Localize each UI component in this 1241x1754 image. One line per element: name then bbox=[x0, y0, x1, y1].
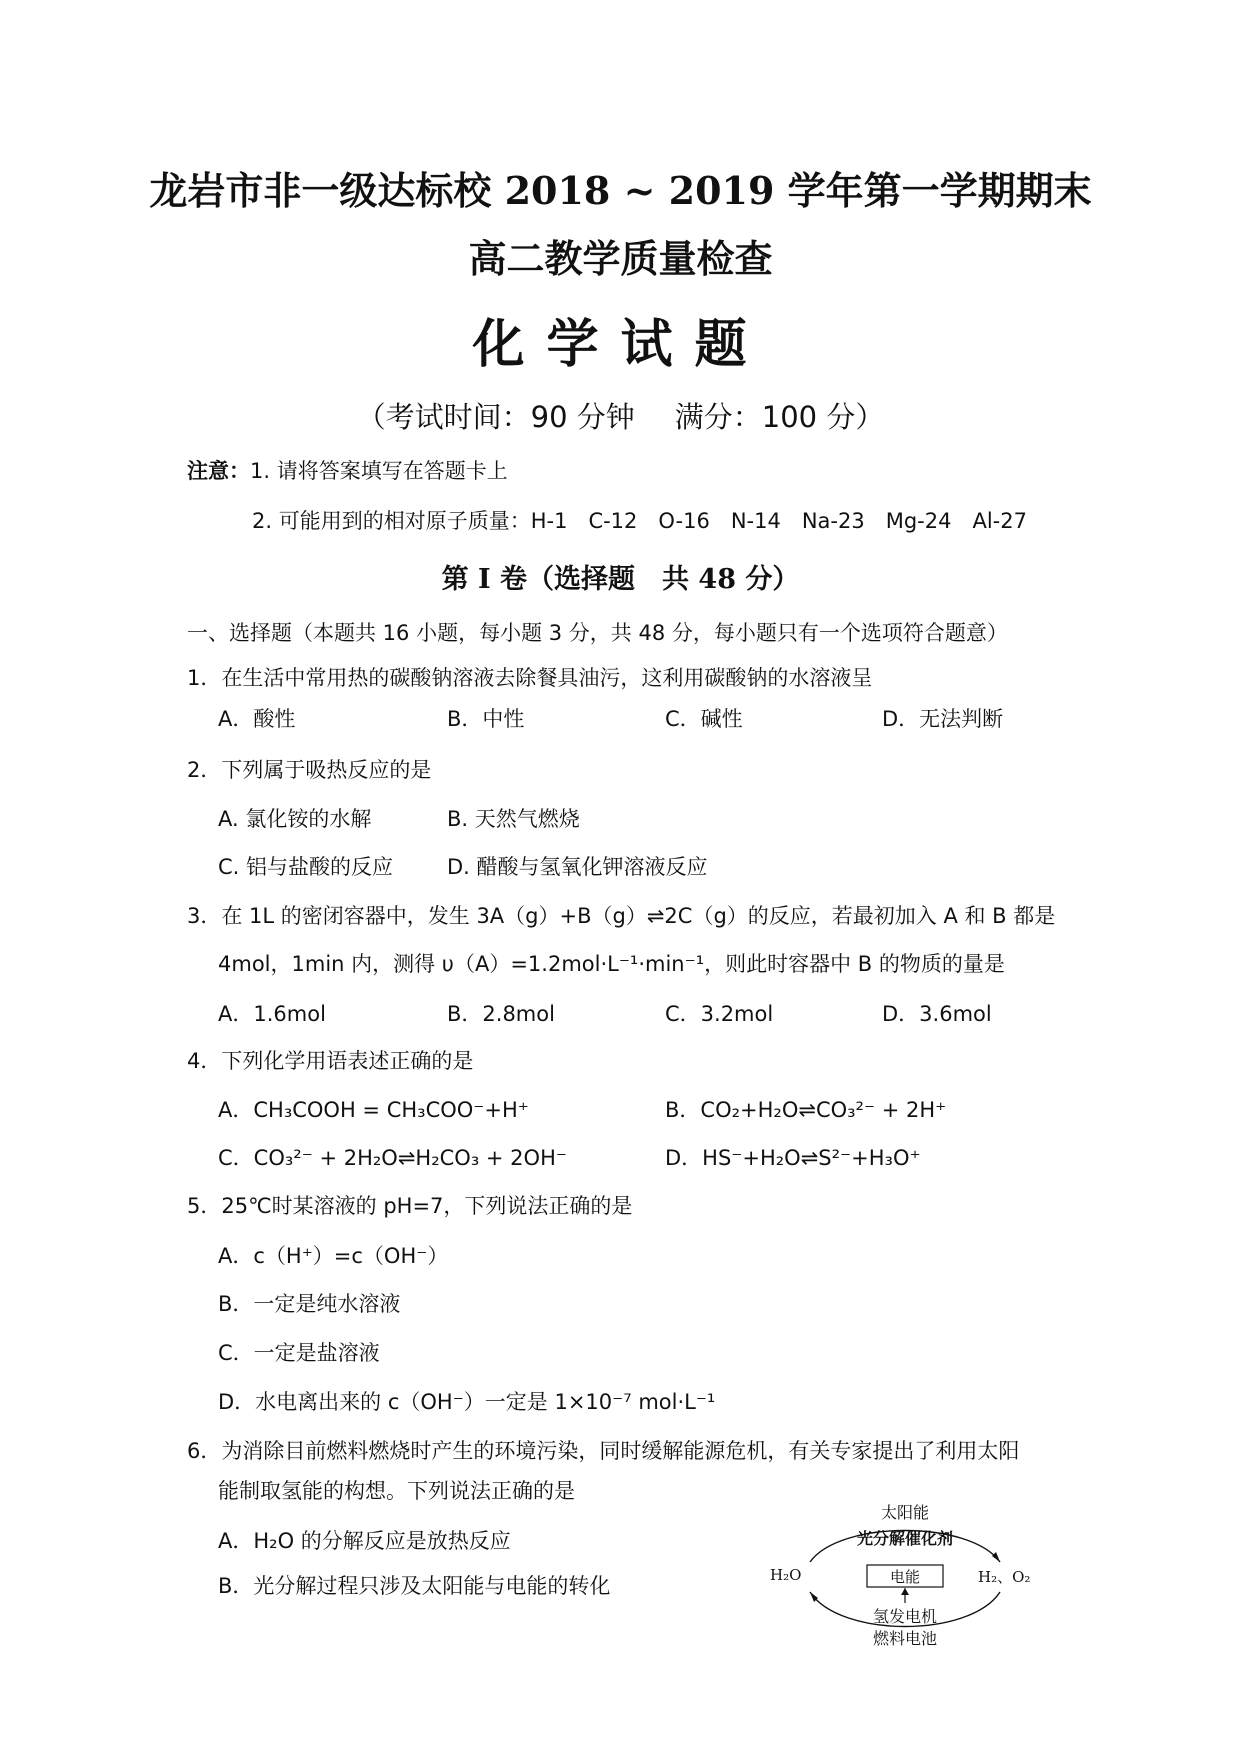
q5-option-c: C．一定是盐溶液 bbox=[218, 1341, 380, 1365]
q2-option-a: A. 氯化铵的水解 bbox=[218, 807, 372, 831]
q4-option-c: C．CO₃²⁻ + 2H₂O⇌H₂CO₃ + 2OH⁻ bbox=[218, 1146, 567, 1170]
q4-option-a: A．CH₃COOH = CH₃COO⁻+H⁺ bbox=[218, 1098, 529, 1122]
q6-option-b: B．光分解过程只涉及太阳能与电能的转化 bbox=[218, 1574, 611, 1598]
q5-stem: 5．25℃时某溶液的 pH=7，下列说法正确的是 bbox=[187, 1194, 633, 1218]
q6-stem-line-1: 6．为消除目前燃料燃烧时产生的环境污染，同时缓解能源危机，有关专家提出了利用太阳 bbox=[187, 1439, 1020, 1463]
part-intro: 一、选择题（本题共 16 小题，每小题 3 分，共 48 分，每小题只有一个选项符合题意） bbox=[187, 621, 1008, 645]
main-title: 化学试题 bbox=[472, 314, 769, 375]
center-up-arrowhead bbox=[901, 1588, 909, 1595]
note-label: 注意： bbox=[187, 459, 250, 483]
section-title: 第 I 卷（选择题 共 48 分） bbox=[441, 564, 800, 595]
diagram-center: 电能 bbox=[889, 1568, 920, 1586]
diagram-bottom-2: 燃料电池 bbox=[872, 1629, 937, 1648]
q4-option-b: B．CO₂+H₂O⇌CO₃²⁻ + 2H⁺ bbox=[665, 1098, 947, 1122]
q3-stem-line-1: 3．在 1L 的密闭容器中，发生 3A（g）+B（g）⇌2C（g）的反应，若最初加入 A 和 B 都是 bbox=[187, 904, 1056, 928]
energy-cycle-diagram bbox=[770, 1500, 1040, 1650]
full-score: 满分：100 分） bbox=[674, 400, 885, 434]
q1-option-d: D．无法判断 bbox=[882, 707, 1004, 731]
diagram-top-label: 太阳能 bbox=[880, 1503, 929, 1522]
diagram-right: H₂、O₂ bbox=[978, 1568, 1031, 1586]
q3-option-d: D．3.6mol bbox=[882, 1002, 992, 1026]
q1-option-a: A．酸性 bbox=[218, 707, 296, 731]
q3-stem-line-2: 4mol，1min 内，测得 υ（A）=1.2mol·L⁻¹·min⁻¹，则此时容器中 B 的物质的量是 bbox=[218, 952, 1005, 976]
q5-option-d: D．水电离出来的 c（OH⁻）一定是 1×10⁻⁷ mol·L⁻¹ bbox=[218, 1390, 716, 1414]
q3-option-c: C．3.2mol bbox=[665, 1002, 774, 1026]
q1-option-b: B．中性 bbox=[447, 707, 525, 731]
exam-time: （考试时间：90 分钟 bbox=[356, 400, 635, 434]
title-line-1: 龙岩市非一级达标校 2018 ~ 2019 学年第一学期期末 bbox=[149, 168, 1092, 213]
diagram-bottom-1: 氢发电机 bbox=[872, 1607, 937, 1626]
q5-option-a: A．c（H⁺）=c（OH⁻） bbox=[218, 1244, 449, 1268]
top-arrowhead bbox=[992, 1552, 1000, 1562]
q4-option-d: D．HS⁻+H₂O⇌S²⁻+H₃O⁺ bbox=[665, 1146, 921, 1170]
note-1: 注意：1. 请将答案填写在答题卡上 bbox=[187, 459, 508, 483]
q2-option-c: C. 铝与盐酸的反应 bbox=[218, 855, 394, 879]
diagram-catalyst: 光分解催化剂 bbox=[856, 1529, 953, 1548]
q5-option-b: B．一定是纯水溶液 bbox=[218, 1292, 401, 1316]
q2-option-d: D. 醋酸与氢氧化钾溶液反应 bbox=[447, 855, 708, 879]
note-2: 2. 可能用到的相对原子质量：H-1 C-12 O-16 N-14 Na-23 Mg-24 Al-27 bbox=[252, 509, 1027, 533]
title-line-2: 高二教学质量检查 bbox=[468, 236, 773, 281]
q1-stem: 1．在生活中常用热的碳酸钠溶液去除餐具油污，这利用碳酸钠的水溶液呈 bbox=[187, 666, 873, 690]
q1-option-c: C．碱性 bbox=[665, 707, 743, 731]
q3-option-b: B．2.8mol bbox=[447, 1002, 555, 1026]
q6-option-a: A．H₂O 的分解反应是放热反应 bbox=[218, 1529, 511, 1553]
diagram-left: H₂O bbox=[770, 1566, 802, 1584]
q4-stem: 4．下列化学用语表述正确的是 bbox=[187, 1049, 474, 1073]
q2-stem: 2．下列属于吸热反应的是 bbox=[187, 758, 432, 782]
q3-option-a: A．1.6mol bbox=[218, 1002, 326, 1026]
q6-stem-line-2: 能制取氢能的构想。下列说法正确的是 bbox=[218, 1479, 575, 1503]
exam-info bbox=[0, 395, 1241, 436]
q2-option-b: B. 天然气燃烧 bbox=[447, 807, 580, 831]
